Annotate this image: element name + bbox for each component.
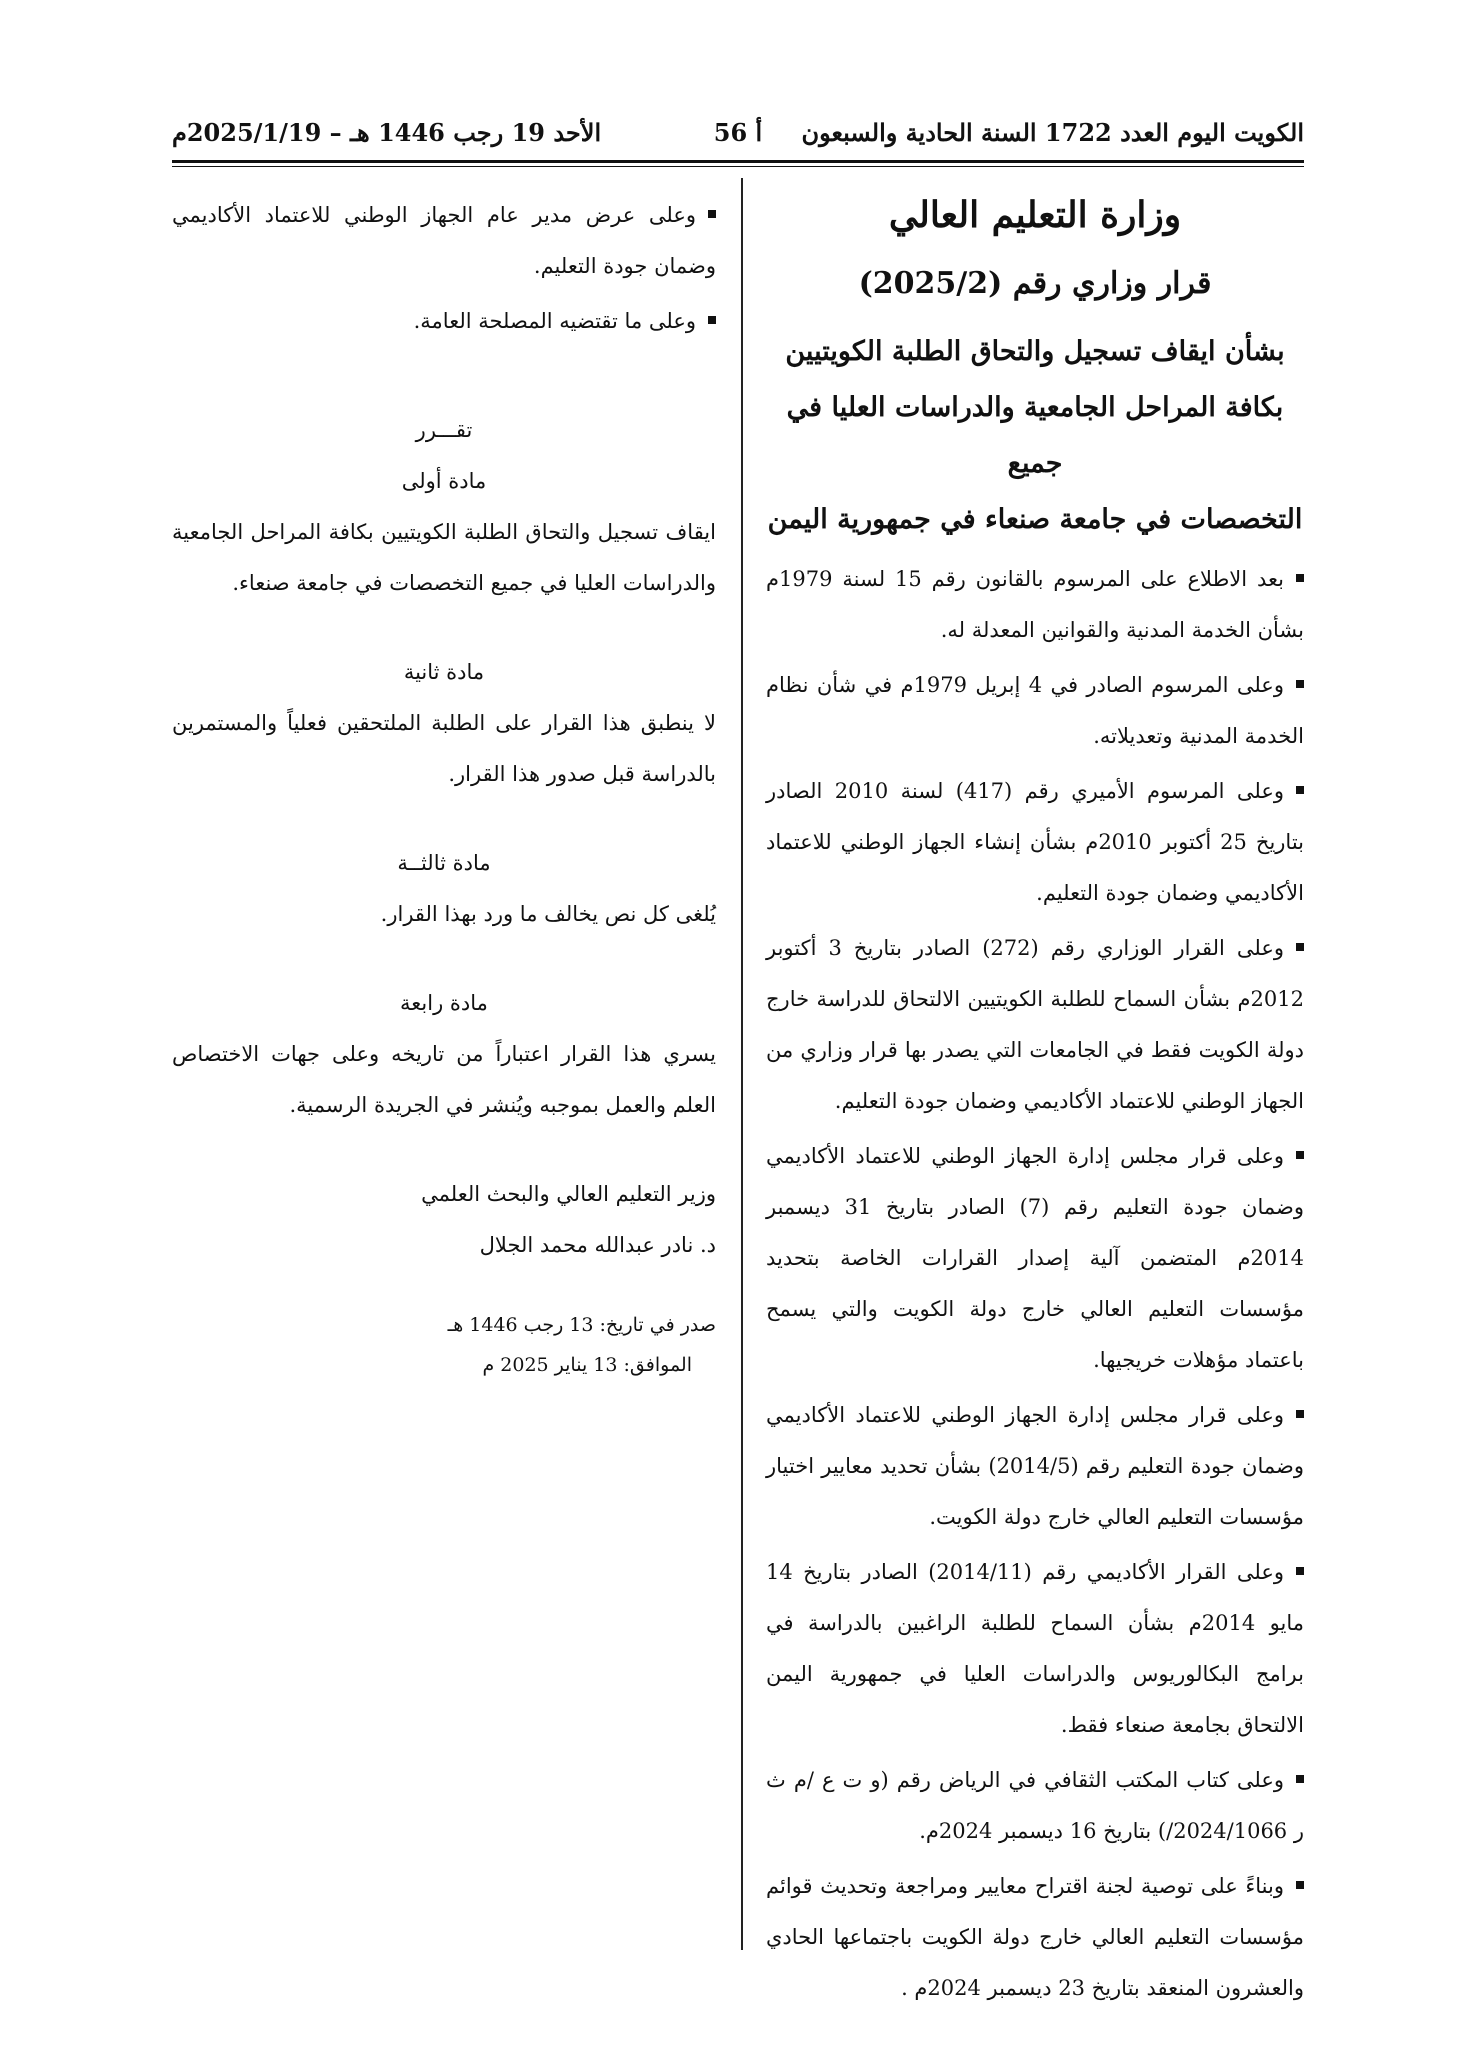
preamble-text: وعلى كتاب المكتب الثقافي في الرياض رقم (و ت ع /م ث ر 2024/1066/) بتاريخ 16 ديسمبر 2024م. <box>766 1768 1304 1843</box>
left-column <box>172 190 716 1385</box>
right-column <box>766 190 1304 2018</box>
article-text: ايقاف تسجيل والتحاق الطلبة الكويتيين بكافة المراحل الجامعية والدراسات العليا في جميع التخصصات في جامعة صنعاء. <box>172 520 716 595</box>
preamble-item <box>766 554 1304 656</box>
preamble-text: وعلى قرار مجلس إدارة الجهاز الوطني للاعتماد الأكاديمي وضمان جودة التعليم رقم (2014/5) بشأن تحديد معايير اختيار مؤسسات التعليم العالي خارج دولة الكويت. <box>766 1403 1304 1529</box>
decided-heading: تقـــرر <box>415 418 473 442</box>
bullet-square-icon <box>1296 786 1304 794</box>
signatory-name: د. نادر عبدالله محمد الجلال <box>479 1233 716 1257</box>
bullet-square-icon <box>1296 1881 1304 1889</box>
article-heading: مادة ثالثــة <box>397 851 491 875</box>
decree-number: قرار وزاري رقم (2025/2) <box>858 266 1212 301</box>
article-heading: مادة أولى <box>401 469 487 493</box>
spacer <box>172 351 716 405</box>
preamble-item <box>172 190 716 292</box>
preamble-text: وعلى عرض مدير عام الجهاز الوطني للاعتماد الأكاديمي وضمان جودة التعليم. <box>172 203 716 278</box>
preamble-text: وعلى المرسوم الصادر في 4 إبريل 1979م في شأن نظام الخدمة المدنية وتعديلاته. <box>766 673 1304 748</box>
preamble-item <box>766 1131 1304 1386</box>
decree-topic <box>766 324 1304 548</box>
preamble-text: وعلى القرار الوزاري رقم (272) الصادر بتاريخ 3 أكتوبر 2012م بشأن السماح للطلبة الكويتيين الالتحاق للدراسة خارج دولة الكويت فقط في الجامعات التي يصدر بها قرار وزاري من الجهاز الوطني للاعتماد الأكاديمي وضمان جودة التعليم. <box>766 936 1304 1113</box>
preamble-item <box>766 660 1304 762</box>
gazette-issue-info: الكويت اليوم العدد 1722 السنة الحادية والسبعون <box>801 118 1304 147</box>
preamble-item <box>766 766 1304 919</box>
bullet-square-icon <box>1296 943 1304 951</box>
bullet-square-icon <box>1296 574 1304 582</box>
spacer <box>172 944 716 978</box>
article-text: لا ينطبق هذا القرار على الطلبة الملتحقين فعلياً والمستمرين بالدراسة قبل صدور هذا القرار. <box>172 711 716 786</box>
spacer <box>172 1271 716 1305</box>
bullet-square-icon <box>1296 1410 1304 1418</box>
decree-topic-line: التخصصات في جامعة صنعاء في جمهورية اليمن <box>767 504 1303 535</box>
article-heading: مادة رابعة <box>400 991 488 1015</box>
preamble-item <box>766 923 1304 1127</box>
article-heading: مادة ثانية <box>403 660 485 684</box>
preamble-text: وعلى ما تقتضيه المصلحة العامة. <box>413 309 696 333</box>
bullet-square-icon <box>1296 1567 1304 1575</box>
article-text: يسري هذا القرار اعتباراً من تاريخه وعلى جهات الاختصاص العلم والعمل بموجبه ويُنشر في الجريدة الرسمية. <box>172 1042 716 1117</box>
header-rule-thick <box>172 160 1304 163</box>
page-number: أ 56 <box>713 118 763 147</box>
issued-date-hijri: صدر في تاريخ: 13 رجب 1446 هـ <box>447 1314 716 1336</box>
spacer <box>172 1135 716 1169</box>
preamble-text: وعلى القرار الأكاديمي رقم (2014/11) الصادر بتاريخ 14 مايو 2014م بشأن السماح للطلبة الراغبين بالدراسة في برامج البكالوريوس والدراسات العليا في جمهورية اليمن الالتحاق بجامعة صنعاء فقط. <box>766 1560 1304 1737</box>
bullet-square-icon <box>1296 1775 1304 1783</box>
preamble-item <box>766 1861 1304 2014</box>
article-text: يُلغى كل نص يخالف ما ورد بهذا القرار. <box>380 902 716 926</box>
preamble-item <box>766 1755 1304 1857</box>
issue-date: الأحد 19 رجب 1446 هـ – 2025/1/19م <box>172 118 602 147</box>
preamble-text: وبناءً على توصية لجنة اقتراح معايير ومراجعة وتحديث قوائم مؤسسات التعليم العالي خارج دولة الكويت باجتماعها الحادي والعشرون المنعقد بتاريخ 23 ديسمبر 2024م . <box>766 1874 1304 2000</box>
preamble-item <box>172 296 716 347</box>
bullet-square-icon <box>708 210 716 218</box>
preamble-item <box>766 1547 1304 1751</box>
ministry-title: وزارة التعليم العالي <box>888 194 1182 236</box>
decree-topic-line: بكافة المراحل الجامعية والدراسات العليا في جميع <box>786 392 1284 479</box>
header-rule-thin <box>172 166 1304 167</box>
column-divider <box>741 178 743 1950</box>
page-header <box>172 118 1304 154</box>
spacer <box>172 613 716 647</box>
signatory-title: وزير التعليم العالي والبحث العلمي <box>421 1182 716 1206</box>
preamble-text: وعلى قرار مجلس إدارة الجهاز الوطني للاعتماد الأكاديمي وضمان جودة التعليم رقم (7) الصادر بتاريخ 31 ديسمبر 2014م المتضمن آلية إصدار القرارات الخاصة بتحديد مؤسسات التعليم العالي خارج دولة الكويت والتي يسمح باعتماد مؤهلات خريجيها. <box>766 1144 1304 1372</box>
spacer <box>172 804 716 838</box>
preamble-item <box>766 1390 1304 1543</box>
bullet-square-icon <box>1296 680 1304 688</box>
preamble-text: بعد الاطلاع على المرسوم بالقانون رقم 15 لسنة 1979م بشأن الخدمة المدنية والقوانين المعدلة له. <box>766 567 1304 642</box>
issued-date-gregorian: الموافق: 13 يناير 2025 م <box>482 1354 692 1376</box>
bullet-square-icon <box>708 316 716 324</box>
preamble-text: وعلى المرسوم الأميري رقم (417) لسنة 2010 الصادر بتاريخ 25 أكتوبر 2010م بشأن إنشاء الجهاز الوطني للاعتماد الأكاديمي وضمان جودة التعليم. <box>766 779 1305 905</box>
bullet-square-icon <box>1296 1151 1304 1159</box>
decree-topic-line: بشأن ايقاف تسجيل والتحاق الطلبة الكويتيين <box>785 336 1285 367</box>
